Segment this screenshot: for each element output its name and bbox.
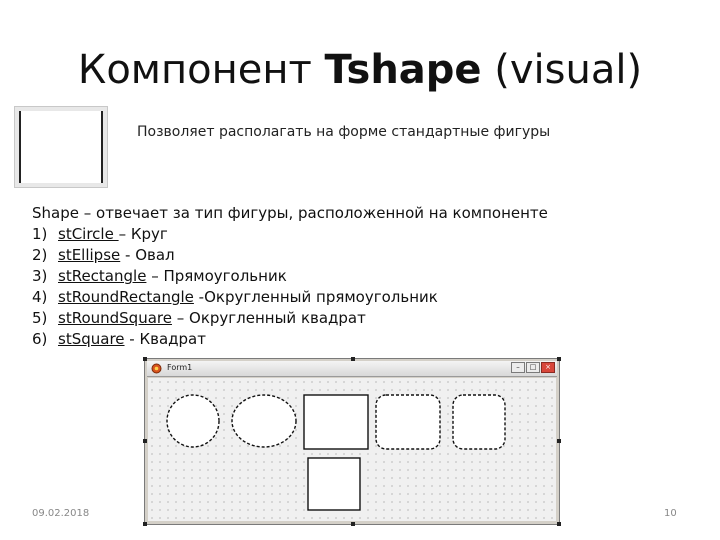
- selection-handle[interactable]: [143, 522, 147, 526]
- list-item-desc: Округленный квадрат: [189, 309, 366, 327]
- list-item-number: 4): [32, 288, 48, 306]
- list-item-number: 6): [32, 330, 48, 348]
- list-item-name: stSquare: [58, 330, 125, 348]
- circle-shape[interactable]: [167, 395, 219, 447]
- form-designer-window[interactable]: [144, 358, 560, 525]
- tshape-icon-canvas: [19, 111, 103, 183]
- slide-title: [0, 40, 720, 100]
- component-description: Позволяет располагать на форме стандартные фигуры: [137, 124, 551, 140]
- selection-handle[interactable]: [557, 522, 561, 526]
- list-item-desc: Круг: [130, 225, 168, 243]
- close-button[interactable]: ×: [541, 362, 555, 373]
- shapes-canvas: [148, 378, 558, 522]
- form-client-area[interactable]: [148, 378, 556, 521]
- list-item-number: 2): [32, 246, 48, 264]
- list-item: [32, 287, 548, 308]
- window-controls: [511, 362, 555, 373]
- rectangle-shape[interactable]: [304, 395, 368, 449]
- list-item: [32, 245, 548, 266]
- list-item-number: 5): [32, 309, 48, 327]
- list-item-separator: -: [193, 288, 205, 306]
- ellipse-shape[interactable]: [232, 395, 296, 447]
- list-item-desc: Квадрат: [139, 330, 206, 348]
- list-item: [32, 308, 548, 329]
- list-item-separator: -: [120, 246, 136, 264]
- list-item-separator: -: [124, 330, 140, 348]
- list-item: [32, 266, 548, 287]
- list-item: [32, 224, 548, 245]
- list-intro: [32, 203, 548, 224]
- list-item-name: stRoundRectangle: [58, 288, 194, 306]
- selection-handle[interactable]: [557, 439, 561, 443]
- selection-handle[interactable]: [143, 439, 147, 443]
- page-number: 10: [664, 508, 677, 519]
- list-item-separator: –: [118, 225, 131, 243]
- minimize-button[interactable]: –: [511, 362, 525, 373]
- list-item-name: stRoundSquare: [58, 309, 172, 327]
- list-item-number: 3): [32, 267, 48, 285]
- list-item-name: stRectangle: [58, 267, 147, 285]
- list-intro-bold: Shape: [32, 204, 79, 222]
- list-item-name: stCircle: [58, 225, 119, 243]
- form-caption: Form1: [167, 363, 193, 372]
- selection-handle[interactable]: [351, 357, 355, 361]
- list-item-desc: Округленный прямоугольник: [204, 288, 438, 306]
- list-item-separator: –: [146, 267, 164, 285]
- list-item-name: stEllipse: [58, 246, 121, 264]
- form-titlebar[interactable]: [147, 361, 557, 377]
- round-square-shape[interactable]: [453, 395, 505, 449]
- list-intro-rest: – отвечает за тип фигуры, расположенной на компоненте: [78, 204, 548, 222]
- title-bold: Tshape: [324, 47, 482, 93]
- list-item-number: 1): [32, 225, 48, 243]
- round-rectangle-shape[interactable]: [376, 395, 440, 449]
- delphi-form-icon: [151, 363, 162, 374]
- list-item-desc: Прямоугольник: [163, 267, 287, 285]
- square-shape[interactable]: [308, 458, 360, 510]
- shape-property-list: [32, 203, 548, 350]
- selection-handle[interactable]: [143, 357, 147, 361]
- list-item: [32, 329, 548, 350]
- title-suffix: (visual): [481, 47, 643, 93]
- selection-handle[interactable]: [557, 357, 561, 361]
- tshape-component-icon: [14, 106, 108, 188]
- list-item-separator: –: [171, 309, 190, 327]
- title-prefix: Компонент: [77, 47, 325, 93]
- maximize-button[interactable]: □: [526, 362, 540, 373]
- selection-handle[interactable]: [351, 522, 355, 526]
- list-item-desc: Овал: [135, 246, 175, 264]
- footer-date: 09.02.2018: [32, 508, 90, 519]
